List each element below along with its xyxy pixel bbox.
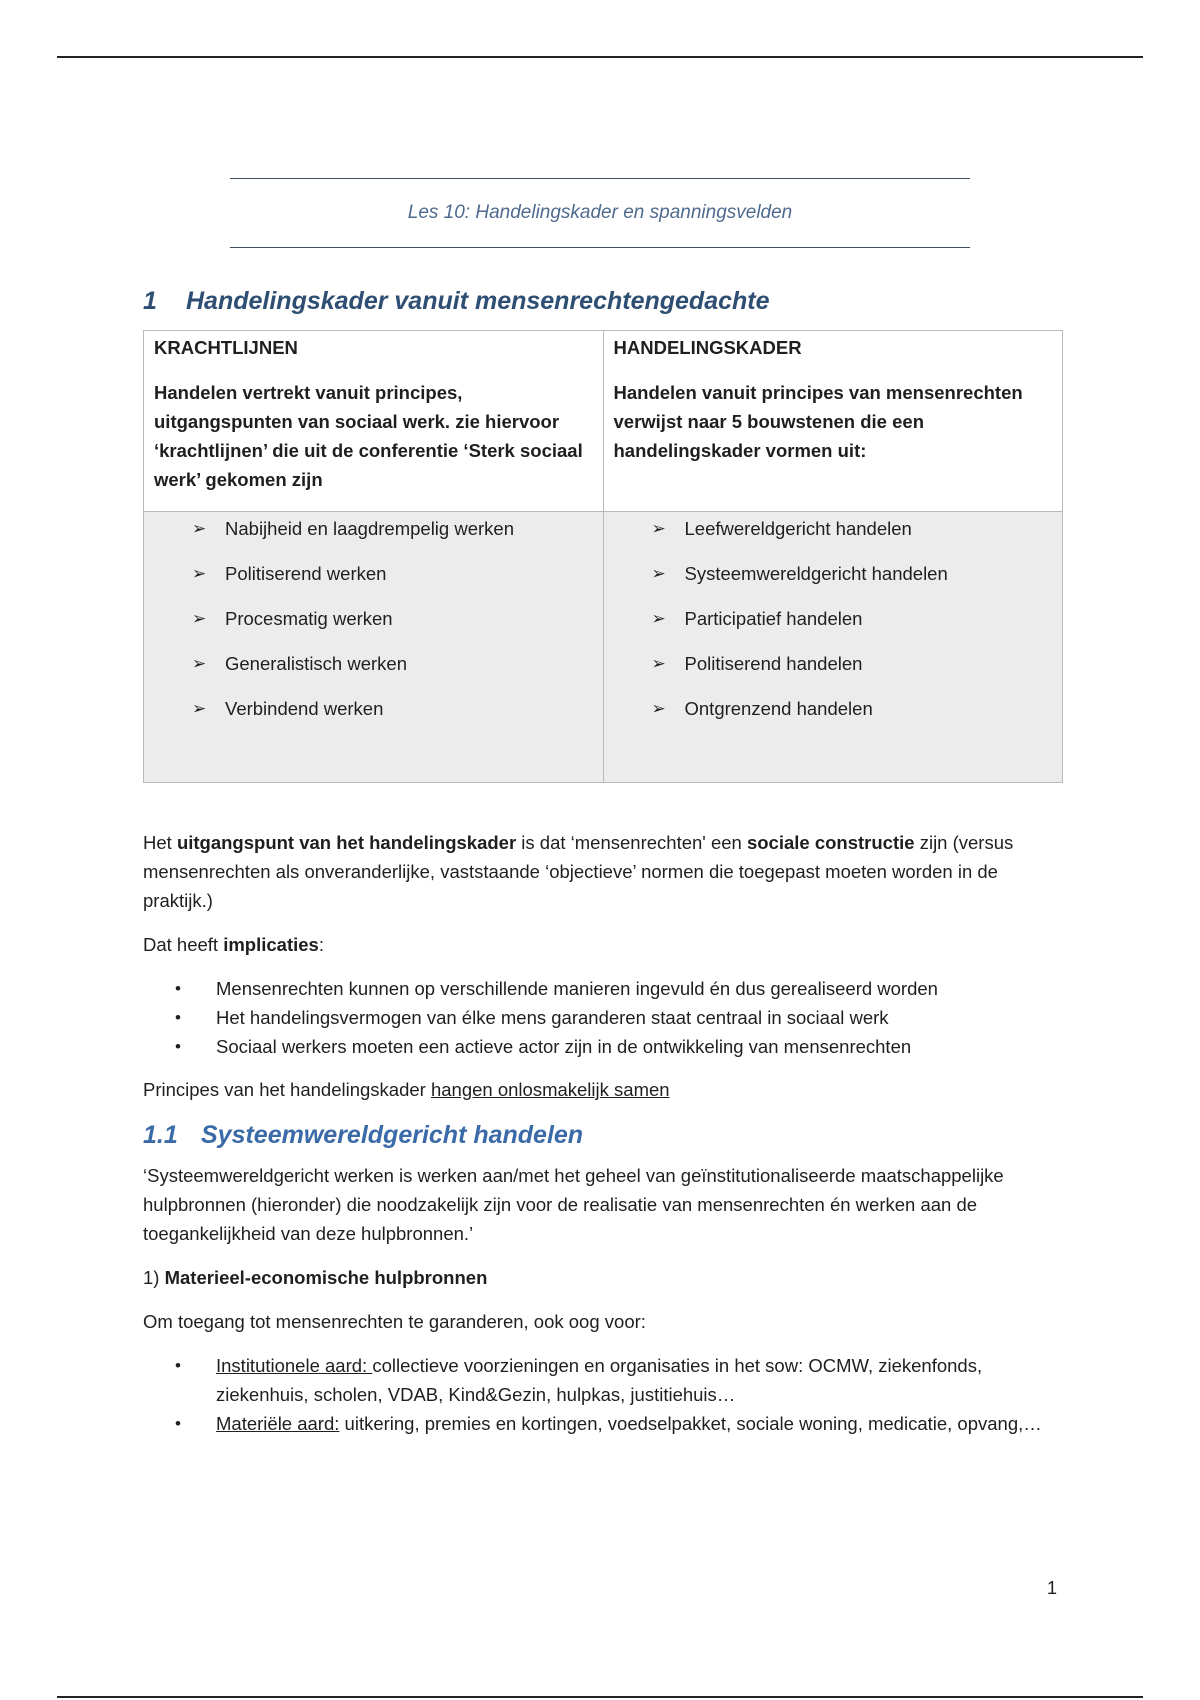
arrow-bullet-icon: ➢	[192, 519, 207, 538]
arrow-bullet-icon: ➢	[651, 564, 666, 583]
list-item: • Het handelingsvermogen van élke mens garanderen staat centraal in sociaal werk	[175, 1003, 1063, 1032]
krachtlijnen-description: Handelen vertrekt vanuit principes, uitgangspunten van sociaal werk. zie hiervoor ‘krachtlijnen’ die uit de conferentie ‘Sterk sociaal werk’ gekomen zijn	[154, 382, 583, 490]
page-number: 1	[1047, 1578, 1058, 1598]
arrow-bullet-icon: ➢	[192, 564, 207, 583]
list-item	[652, 514, 1053, 559]
table-header-left	[144, 331, 604, 512]
list-item-text: Nabijheid en laagdrempelig werken	[225, 518, 514, 539]
subheading-materieel: 1) Materieel-economische hulpbronnen	[143, 1267, 488, 1288]
arrow-bullet-icon: ➢	[651, 654, 666, 673]
principes-paragraph: Principes van het handelingskader hangen onlosmakelijk samen	[143, 1079, 670, 1100]
arrow-bullet-icon: ➢	[651, 519, 666, 538]
toegang-intro: Om toegang tot mensenrechten te garanderen, ook oog voor:	[143, 1311, 646, 1332]
list-item	[192, 604, 593, 649]
arrow-bullet-icon: ➢	[192, 609, 207, 628]
list-item: • Sociaal werkers moeten een actieve actor zijn in de ontwikkeling van mensenrechten	[175, 1032, 1063, 1061]
list-item: • Materiële aard: uitkering, premies en kortingen, voedselpakket, sociale woning, medicatie, opvang,…	[175, 1409, 1063, 1438]
handelingskader-cell	[603, 512, 1063, 783]
handelingskader-label: HANDELINGSKADER	[613, 337, 802, 358]
list-item	[192, 649, 593, 694]
list-item	[192, 514, 593, 559]
page-bottom-rule	[57, 1696, 1143, 1698]
arrow-bullet-icon: ➢	[192, 654, 207, 673]
krachtlijnen-list	[154, 514, 593, 739]
section-1-1-heading	[143, 1119, 1063, 1151]
bullet-icon: •	[175, 979, 181, 998]
bullet-icon: •	[175, 1414, 181, 1433]
list-item	[652, 604, 1053, 649]
handelingskader-list	[614, 514, 1053, 739]
hulpbronnen-list	[143, 1351, 1063, 1438]
document-header	[230, 178, 970, 248]
list-item	[192, 694, 593, 739]
section-1-title: Handelingskader vanuit mensenrechtengedachte	[186, 287, 770, 315]
krachtlijnen-cell	[144, 512, 604, 783]
list-item-text: Procesmatig werken	[225, 608, 393, 629]
section-1-heading	[143, 285, 1063, 317]
list-item: • Mensenrechten kunnen op verschillende manieren ingevuld én dus gerealiseerd worden	[175, 974, 1063, 1003]
list-item	[652, 559, 1053, 604]
section-1-1-title: Systeemwereldgericht handelen	[201, 1121, 584, 1149]
list-item-text: Leefwereldgericht handelen	[684, 518, 912, 539]
definition-quote: ‘Systeemwereldgericht werken is werken aan/met het geheel van geïnstitutionaliseerde maatschappelijke hulpbronnen (hieronder) die noodzakelijk zijn voor de realisatie van mensenrechten én werken aan de toegankelijkheid van deze hulpbronnen.’	[143, 1165, 1004, 1244]
document-body	[143, 285, 1063, 1452]
list-item-text: Generalistisch werken	[225, 653, 407, 674]
section-1-1-number: 1.1	[143, 1121, 178, 1149]
section-1-number: 1	[143, 287, 157, 315]
bullet-icon: •	[175, 1008, 181, 1027]
arrow-bullet-icon: ➢	[192, 699, 207, 718]
list-item	[192, 559, 593, 604]
uitgangspunt-paragraph: Het uitgangspunt van het handelingskader is dat ‘mensenrechten' een sociale constructie zijn (versus mensenrechten als onveranderlijke, vaststaande ‘objectieve’ normen die toegepast moeten worden in de praktijk.)	[143, 832, 1014, 911]
table-header-right	[603, 331, 1063, 512]
comparison-table	[143, 330, 1063, 783]
header-bottom-line	[230, 247, 970, 248]
bullet-icon: •	[175, 1037, 181, 1056]
header-top-line	[230, 178, 970, 179]
implications-list	[143, 974, 1063, 1061]
handelingskader-description: Handelen vanuit principes van mensenrechten verwijst naar 5 bouwstenen die een handelingskader vormen uit:	[613, 382, 1023, 461]
page-top-rule	[57, 56, 1143, 58]
list-item-text: Participatief handelen	[684, 608, 863, 629]
list-item-text: Systeemwereldgericht handelen	[684, 563, 948, 584]
table-header-row	[144, 331, 1063, 512]
bullet-icon: •	[175, 1356, 181, 1375]
arrow-bullet-icon: ➢	[651, 699, 666, 718]
table-body-row	[144, 512, 1063, 783]
header-title: Les 10: Handelingskader en spanningsvelden	[407, 202, 793, 223]
arrow-bullet-icon: ➢	[651, 609, 666, 628]
krachtlijnen-label: KRACHTLIJNEN	[154, 337, 298, 358]
list-item	[652, 694, 1053, 739]
list-item-text: Ontgrenzend handelen	[684, 698, 873, 719]
list-item-text: Verbindend werken	[225, 698, 384, 719]
list-item: • Institutionele aard: collectieve voorzieningen en organisaties in het sow: OCMW, ziekenfonds, ziekenhuis, scholen, VDAB, Kind&Gezin, hulpkas, justitiehuis…	[175, 1351, 1063, 1409]
list-item-text: Politiserend handelen	[684, 653, 863, 674]
implicaties-paragraph: Dat heeft implicaties:	[143, 934, 324, 955]
list-item	[652, 649, 1053, 694]
list-item-text: Politiserend werken	[225, 563, 387, 584]
